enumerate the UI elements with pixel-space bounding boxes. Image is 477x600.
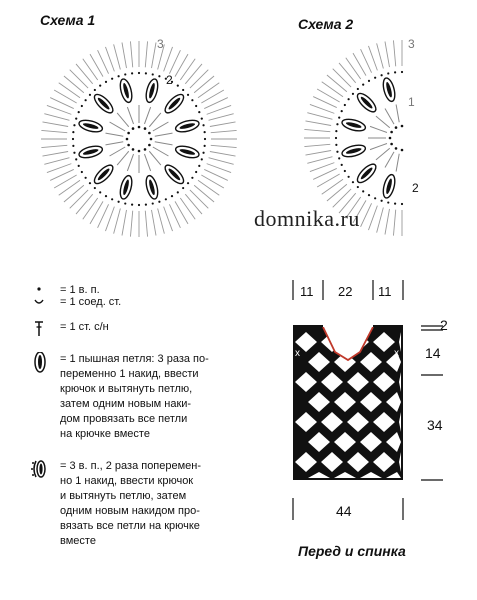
height-label-yoke: 14 [425,345,441,361]
pattern-caption: Перед и спинка [298,543,406,559]
legend-item-double-crochet [30,320,245,336]
double-crochet-icon [30,320,52,350]
pattern-panel [293,320,403,480]
bottom-width-label: 44 [336,503,352,519]
scheme-1-round-label-3: 3 [157,37,164,51]
top-width-center: 22 [338,284,353,299]
scheme-2-round-label-1: 1 [408,95,415,109]
front-back-pattern [278,270,468,530]
legend-text-slip: = 1 соед. ст. [60,296,122,308]
scheme-2-round-label-3: 3 [408,37,415,51]
legend-text-chain-puff: = 3 в. п., 2 раза поперемен- но 1 накид, ввести крючок и вытянуть петлю, затем одним новым накидом про- вязать все петли на крючке вместе [60,460,202,547]
puff-stitch-icon [30,352,52,382]
watermark: domnika.ru [254,206,360,231]
legend-item-chain-puff [30,459,245,551]
scheme-2-round-label-2: 2 [412,181,419,195]
legend-item-slip [30,295,245,310]
svg-text:x: x [295,348,300,359]
height-label-top: 2 [440,317,448,333]
legend-text-chain: = 1 в. п. [60,284,100,296]
legend-text-puff: = 1 пышная петля: 3 раза по- переменно 1 накид, ввести крючок и вытянуть петлю, затем одним новым наки- дом провязать все петли на крючке вместе [60,353,209,440]
legend-item-puff [30,352,245,444]
svg-text:x: x [394,348,399,359]
top-width-left: 11 [300,284,314,299]
height-label-body: 34 [427,417,443,433]
top-width-right: 11 [378,284,392,299]
chain-puff-icon [30,459,52,489]
scheme-2-title: Схема 2 [298,16,354,32]
scheme-1-round-label-2: 2 [166,73,173,87]
scheme-1-stitches [41,41,237,237]
scheme-1-diagram [32,32,247,247]
scheme-1-title: Схема 1 [40,12,96,28]
legend-text-double-crochet: = 1 ст. с/н [60,321,109,333]
